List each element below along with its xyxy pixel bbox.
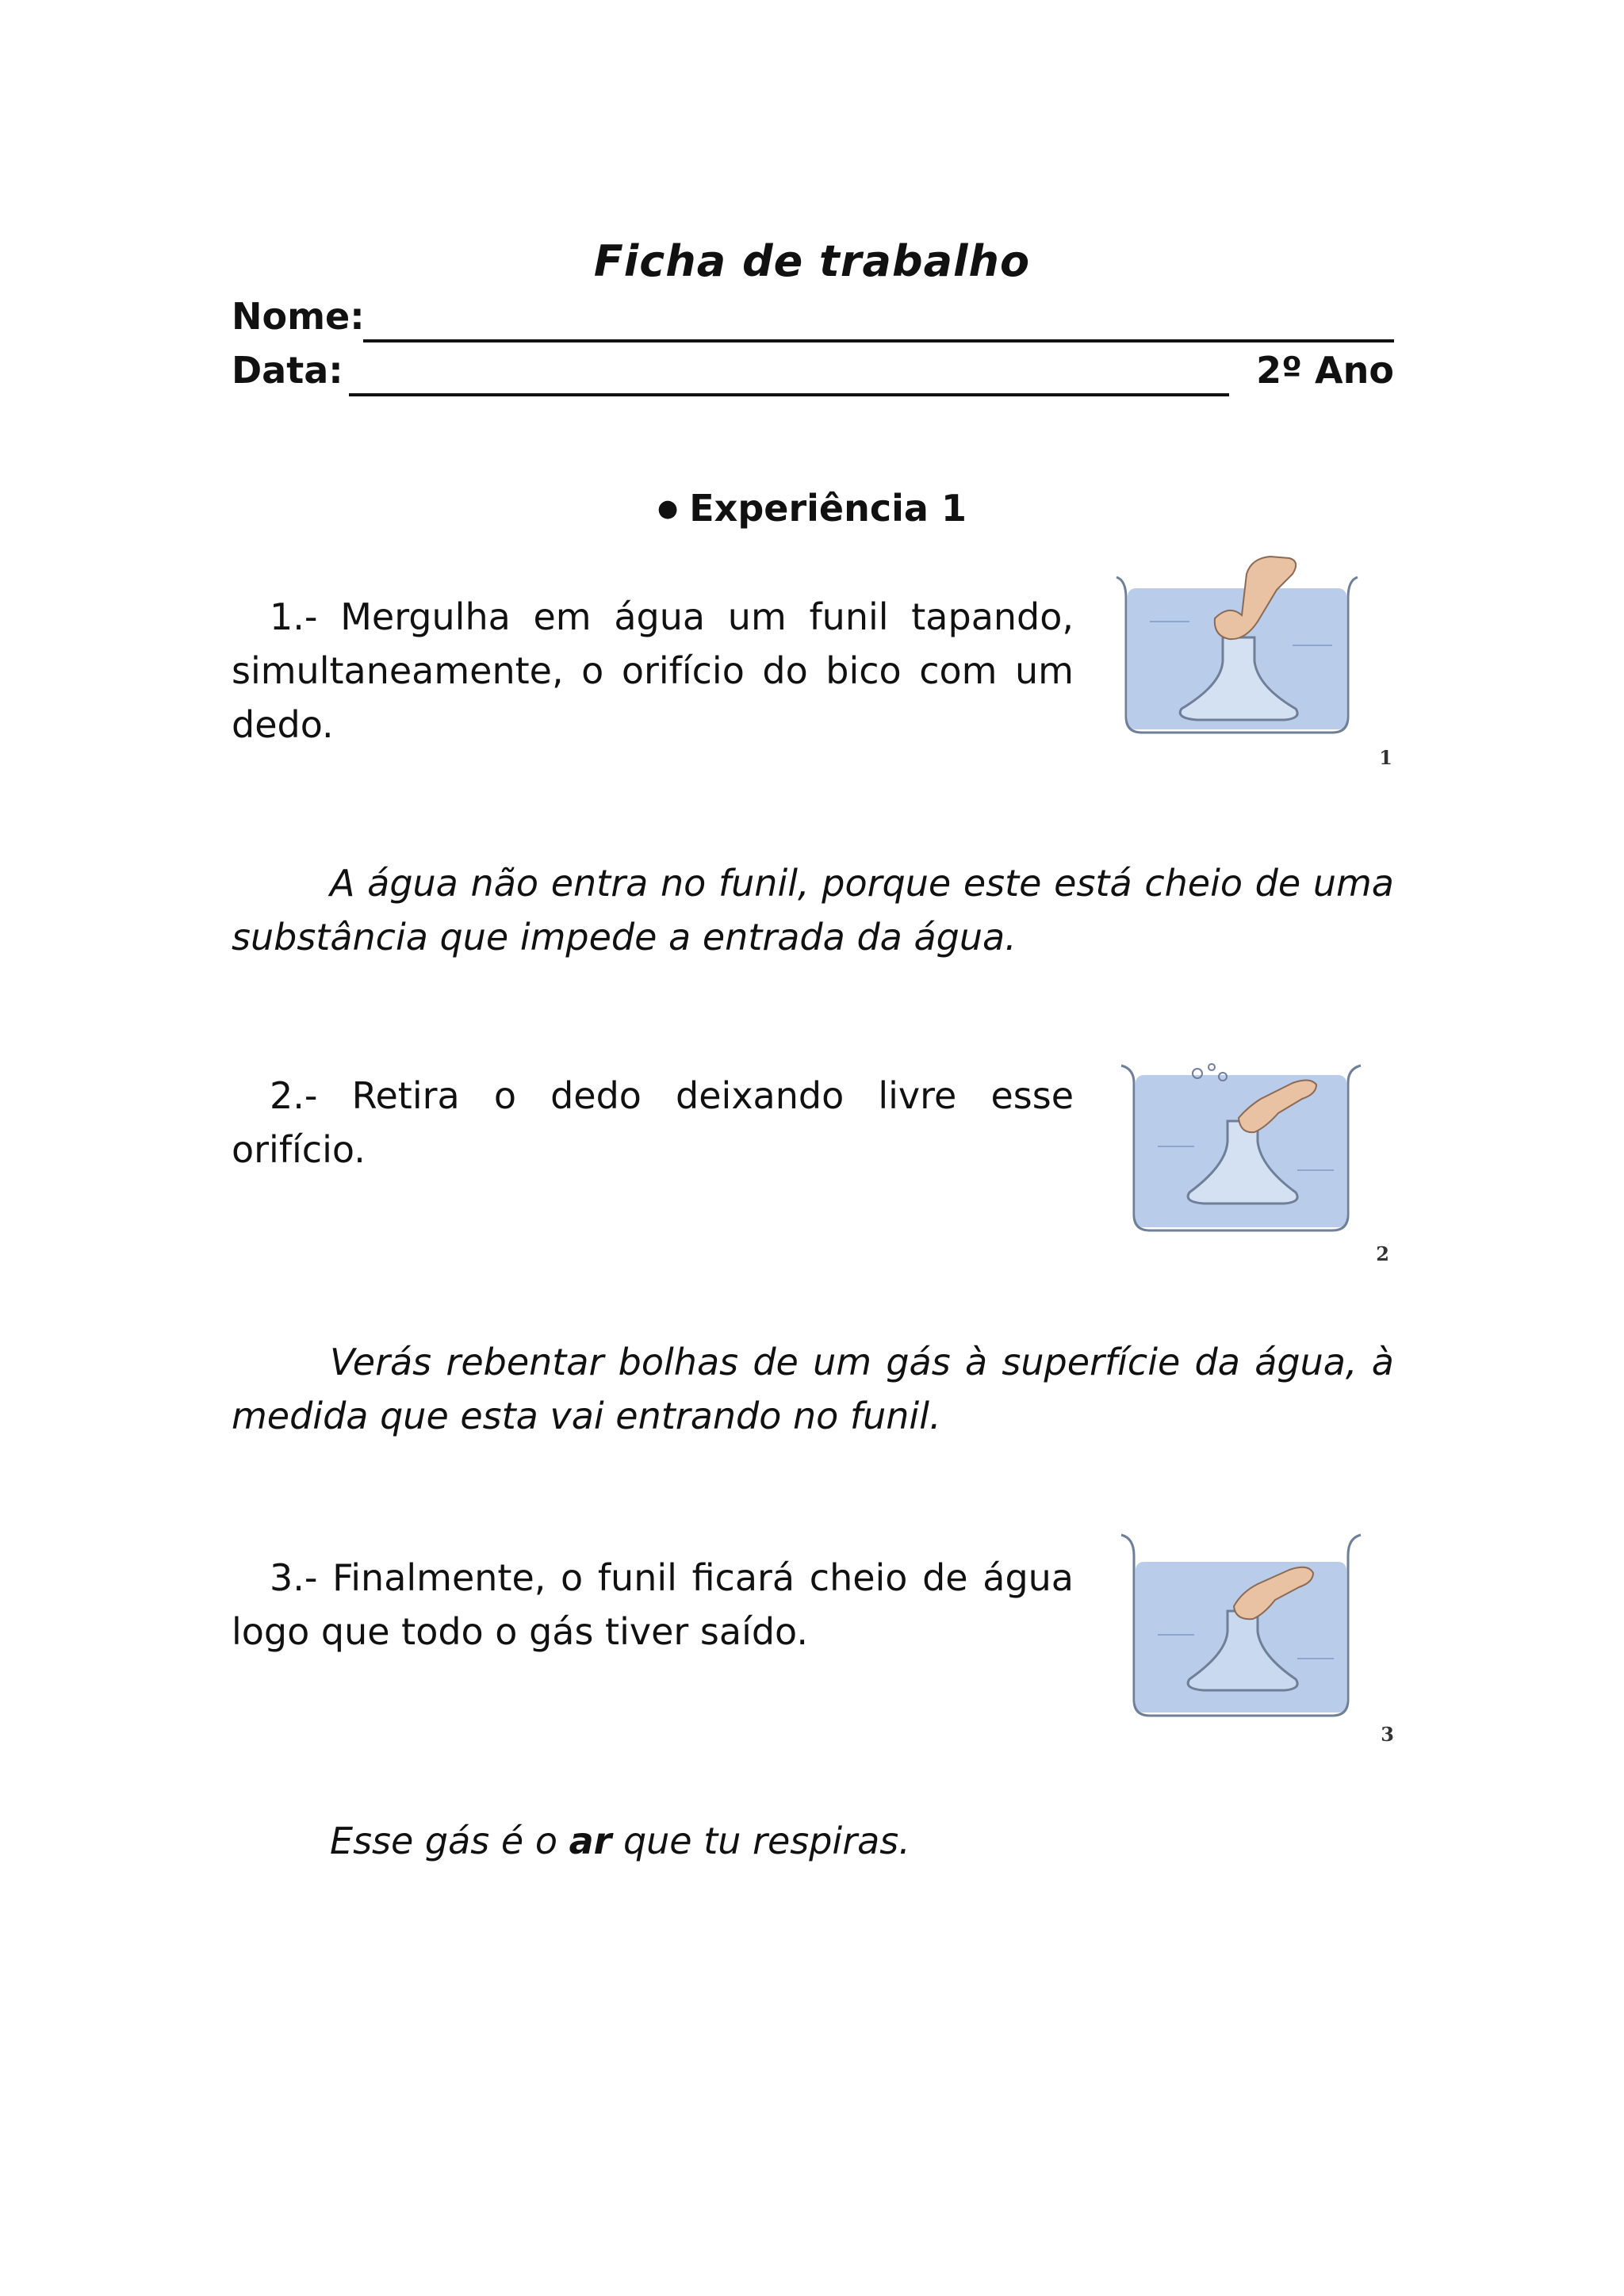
- figure-3-label-box: [1102, 1524, 1396, 1746]
- step-3-indent: [232, 1556, 270, 1599]
- step-1-indent: [232, 595, 270, 638]
- date-label: Data:: [232, 349, 343, 392]
- step-1-text: [232, 590, 1074, 752]
- answer-1-text: [232, 856, 1394, 964]
- answer-3-indent: [232, 1820, 330, 1862]
- answer-3-text: [232, 1814, 1394, 1868]
- page-title: Ficha de trabalho: [593, 236, 1031, 286]
- answer-2-indent: [232, 1341, 330, 1383]
- name-label: Nome:: [232, 295, 365, 338]
- step-2-indent: [232, 1074, 270, 1117]
- step-2-content: 2.- Retira o dedo deixando livre esse orifício.: [232, 1074, 1074, 1171]
- figure-2-number: 2: [1376, 1242, 1389, 1265]
- figure-2-label-box: [1102, 1051, 1396, 1265]
- step-3-text: [232, 1551, 1074, 1659]
- step-2-text: [232, 1069, 1074, 1177]
- figure-1-label-box: [1102, 542, 1396, 780]
- answer-2-content: Verás rebentar bolhas de um gás à superfície da água, à medida que esta vai entrando no funil.: [232, 1341, 1394, 1437]
- name-blank-line[interactable]: [363, 339, 1394, 342]
- name-field-row: [232, 295, 1394, 350]
- answer-2-text: [232, 1335, 1394, 1443]
- answer-1-indent: [232, 862, 330, 905]
- step-1-content: 1.- Mergulha em água um funil tapando, simultaneamente, o orifício do bico com um dedo.: [232, 595, 1074, 746]
- experiment-heading: [0, 487, 1624, 530]
- answer-3-after: que tu respiras.: [611, 1820, 910, 1862]
- step-3-line-1: [232, 1551, 1074, 1605]
- step-3-content-1: 3.- Finalmente, o funil ficará cheio de água: [270, 1556, 1074, 1599]
- date-field-row: [232, 349, 1394, 404]
- figure-3-number: 3: [1381, 1723, 1394, 1746]
- date-blank-line[interactable]: [349, 393, 1229, 396]
- answer-3-before: Esse gás é o: [330, 1820, 569, 1862]
- grade-label: 2º Ano: [1256, 349, 1394, 392]
- answer-1-content: A água não entra no funil, porque este está cheio de uma substância que impede a entrada da água.: [232, 862, 1394, 959]
- experiment-title: Experiência 1: [689, 487, 967, 530]
- bullet-icon: ●: [657, 495, 679, 522]
- figure-1-number: 1: [1379, 746, 1392, 769]
- step-3-content-2: logo que todo o gás tiver saído.: [232, 1610, 809, 1653]
- answer-3-bold: ar: [569, 1820, 612, 1862]
